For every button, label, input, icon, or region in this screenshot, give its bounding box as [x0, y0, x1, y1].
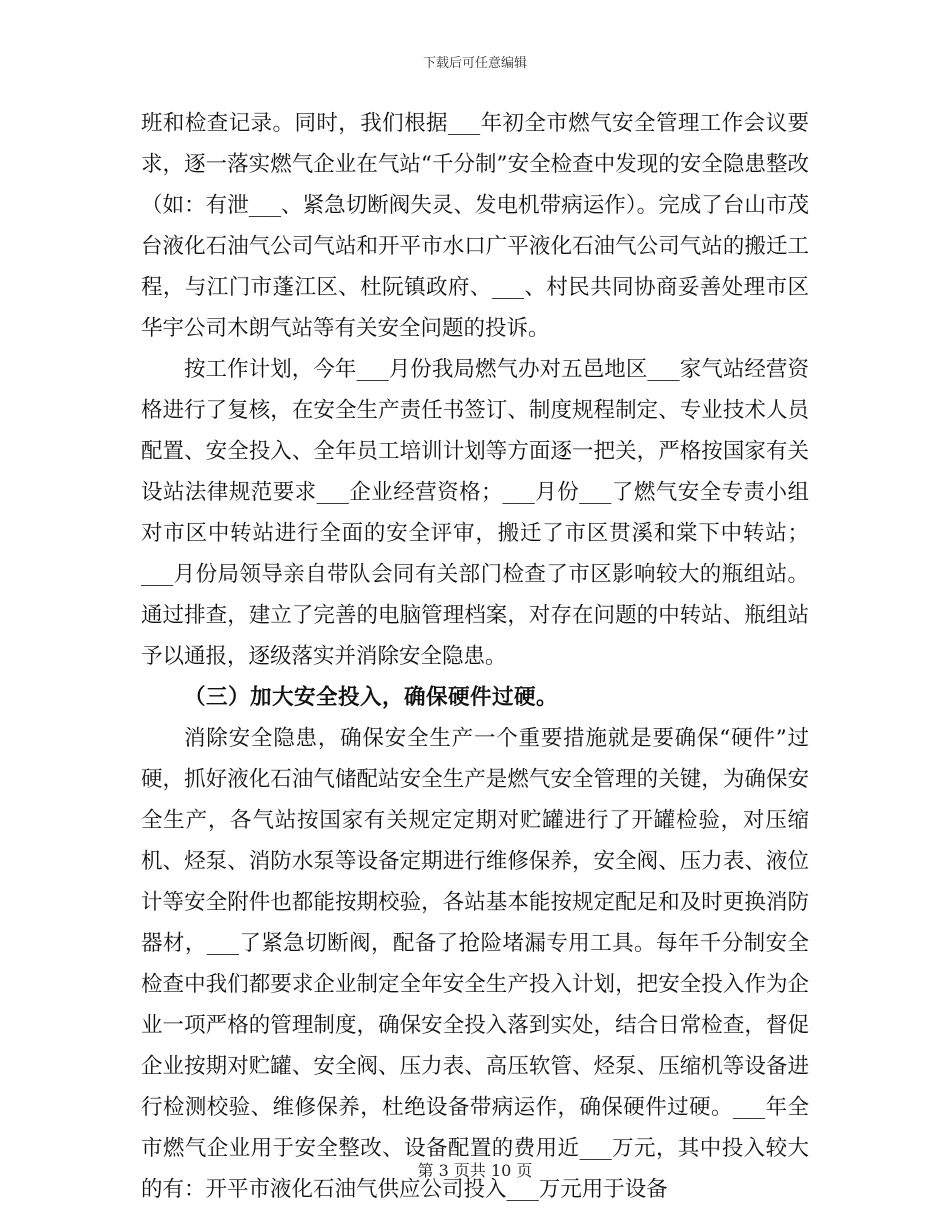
paragraph-inspection-records: 班和检查记录。同时，我们根据___年初全市燃气安全管理工作会议要求，逐一落实燃气企业在气站“千分制”安全检查中发现的安全隐患整改（如：有泄___、紧急切断阀失灵、发电机带病运作）。完成了台山市茂台液化石油气公司气站和开平市水口广平液化石油气公司气站的搬迁工程，与江门市蓬江区、杜阮镇政府、___、村民共同协商妥善处理市区华宇公司木朗气站等有关安全问题的投诉。	[141, 111, 809, 341]
page-number: 第 3 页共 10 页	[417, 1161, 533, 1180]
paragraph-hardware: 消除安全隐患，确保安全生产一个重要措施就是要确保“硬件”过硬，抓好液化石油气储配站安全生产是燃气安全管理的关键，为确保安全生产，各气站按国家有关规定定期对贮罐进行了开罐检验，对压缩机、烃泵、消防水泵等设备定期进行维修保养，安全阀、压力表、液位计等安全附件也都能按期校验，各站基本能按规定配足和及时更换消防器材，___了紧急切断阀，配备了抢险堵漏专用工具。每年千分制安全检查中我们都要求企业制定全年安全生产投入计划，把安全投入作为企业一项严格的管理制度，确保安全投入落到实处，结合日常检查，督促企业按期对贮罐、安全阀、压力表、高压软管、烃泵、压缩机等设备进行检测校验、维修保养，杜绝设备带病运作，确保硬件过硬。___年全市燃气企业用于安全整改、设备配置的费用近___万元，其中投入较大的有：开平市液化石油气供应公司投入___万元用于设备	[141, 726, 809, 1202]
document-body	[141, 103, 809, 1210]
section-heading-safety-investment: （三）加大安全投入，确保硬件过硬。	[184, 685, 559, 710]
page-header: 下载后可任意编辑	[422, 56, 527, 71]
paragraph-work-plan: 按工作计划，今年___月份我局燃气办对五邑地区___家气站经营资格进行了复核，在安全生产责任书签订、制度规程制定、专业技术人员配置、安全投入、全年员工培训计划等方面逐一把关，严格按国家有关设站法律规范要求___企业经营资格；___月份___了燃气安全专责小组对市区中转站进行全面的安全评审，搬迁了市区贯溪和棠下中转站；___月份局领导亲自带队会同有关部门检查了市区影响较大的瓶组站。通过排查，建立了完善的电脑管理档案，对存在问题的中转站、瓶组站予以通报，逐级落实并消除安全隐患。	[141, 357, 809, 669]
